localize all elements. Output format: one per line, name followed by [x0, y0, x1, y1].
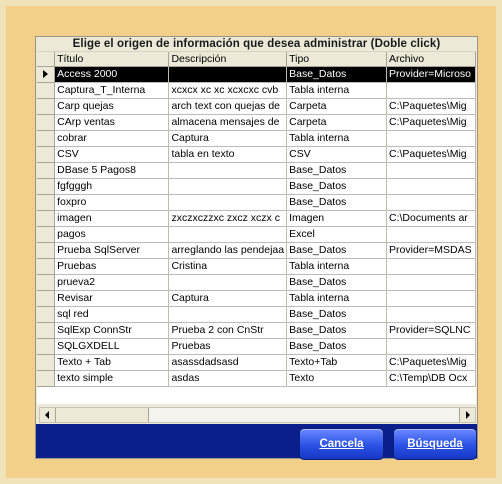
row-header[interactable] [37, 371, 55, 387]
cell-tipo[interactable]: Carpeta [287, 99, 387, 115]
cell-tipo[interactable]: Tabla interna [287, 83, 387, 99]
table-row[interactable] [37, 83, 476, 99]
cell-archivo[interactable]: C:\Paquetes\Mig [387, 147, 476, 163]
cell-descripcion[interactable] [169, 227, 287, 243]
cell-titulo[interactable]: CArp ventas [55, 115, 169, 131]
row-header[interactable] [37, 323, 55, 339]
cell-tipo[interactable]: Carpeta [287, 115, 387, 131]
cancel-button[interactable]: Cancela [299, 428, 384, 460]
table-row[interactable] [37, 147, 476, 163]
cell-titulo[interactable]: Texto + Tab [55, 355, 169, 371]
cell-titulo[interactable]: Revisar [55, 291, 169, 307]
cell-tipo[interactable]: Texto [287, 371, 387, 387]
table-row[interactable] [37, 355, 476, 371]
cell-archivo[interactable] [387, 291, 476, 307]
cell-descripcion[interactable]: almacena mensajes de [169, 115, 287, 131]
cell-descripcion[interactable]: xcxcx xc xc xcxcxc cvb [169, 83, 287, 99]
cell-archivo[interactable] [387, 227, 476, 243]
scroll-right-button[interactable] [459, 408, 475, 422]
cell-archivo[interactable]: C:\Documents ar [387, 211, 476, 227]
cell-titulo[interactable]: Prueba SqlServer [55, 243, 169, 259]
cell-tipo[interactable]: Base_Datos [287, 195, 387, 211]
row-header[interactable] [37, 147, 55, 163]
cell-descripcion[interactable] [169, 67, 287, 83]
row-header[interactable] [37, 243, 55, 259]
table-row[interactable] [37, 99, 476, 115]
button-bar [36, 424, 477, 458]
cell-tipo[interactable]: Tabla interna [287, 259, 387, 275]
cell-tipo[interactable]: Tabla interna [287, 131, 387, 147]
row-header[interactable] [37, 275, 55, 291]
cell-archivo[interactable] [387, 259, 476, 275]
cell-descripcion[interactable] [169, 307, 287, 323]
row-header[interactable] [37, 83, 55, 99]
cell-descripcion[interactable]: asdas [169, 371, 287, 387]
cell-titulo[interactable]: DBase 5 Pagos8 [55, 163, 169, 179]
cell-archivo[interactable]: C:\Paquetes\Mig [387, 99, 476, 115]
cell-descripcion[interactable] [169, 195, 287, 211]
data-table [37, 52, 476, 387]
cell-titulo[interactable]: SQLGXDELL [55, 339, 169, 355]
cell-tipo[interactable]: Base_Datos [287, 163, 387, 179]
table-row[interactable] [37, 67, 476, 83]
cell-titulo[interactable]: Access 2000 [55, 67, 169, 83]
cell-tipo[interactable]: Base_Datos [287, 179, 387, 195]
table-row[interactable] [37, 227, 476, 243]
search-button[interactable]: Búsqueda [393, 428, 477, 460]
row-header[interactable] [37, 179, 55, 195]
column-header-archivo[interactable]: Archivo [387, 52, 476, 67]
column-header-tipo[interactable]: Tipo [287, 52, 387, 67]
cell-archivo[interactable]: C:\Paquetes\Mig [387, 115, 476, 131]
table-row[interactable] [37, 323, 476, 339]
row-header[interactable] [37, 355, 55, 371]
cell-descripcion[interactable]: tabla en texto [169, 147, 287, 163]
cell-tipo[interactable]: Base_Datos [287, 243, 387, 259]
cell-tipo[interactable]: Excel [287, 227, 387, 243]
table-row[interactable] [37, 179, 476, 195]
row-header-corner [37, 52, 55, 67]
cell-titulo[interactable]: Captura_T_Interna [55, 83, 169, 99]
cell-titulo[interactable]: CSV [55, 147, 169, 163]
table-body [37, 67, 476, 387]
row-header[interactable] [37, 115, 55, 131]
row-header[interactable] [37, 307, 55, 323]
table-row[interactable] [37, 195, 476, 211]
cell-tipo[interactable]: Texto+Tab [287, 355, 387, 371]
cell-archivo[interactable] [387, 307, 476, 323]
cell-archivo[interactable] [387, 163, 476, 179]
cell-archivo[interactable] [387, 339, 476, 355]
row-header[interactable] [37, 67, 55, 83]
table-header-row [37, 52, 476, 67]
cell-titulo[interactable]: cobrar [55, 131, 169, 147]
cell-archivo[interactable]: C:\Temp\DB Ocx [387, 371, 476, 387]
scrollbar-thumb[interactable] [56, 408, 149, 422]
cell-descripcion[interactable]: Captura [169, 291, 287, 307]
table-row[interactable] [37, 243, 476, 259]
cell-archivo[interactable] [387, 83, 476, 99]
row-header[interactable] [37, 291, 55, 307]
row-header[interactable] [37, 131, 55, 147]
cell-descripcion[interactable]: arch text con quejas de [169, 99, 287, 115]
cell-titulo[interactable]: sql red [55, 307, 169, 323]
cell-archivo[interactable]: Provider=MSDAS [387, 243, 476, 259]
chevron-right-icon [466, 411, 470, 419]
row-header[interactable] [37, 339, 55, 355]
chevron-left-icon [45, 411, 49, 419]
cell-titulo[interactable]: Carp quejas [55, 99, 169, 115]
cell-titulo[interactable]: foxpro [55, 195, 169, 211]
table-row[interactable] [37, 211, 476, 227]
cell-tipo[interactable]: Base_Datos [287, 307, 387, 323]
cell-descripcion[interactable]: Pruebas [169, 339, 287, 355]
horizontal-scrollbar[interactable] [39, 407, 476, 423]
table-row[interactable] [37, 339, 476, 355]
cell-archivo[interactable] [387, 179, 476, 195]
dialog-panel [35, 36, 478, 459]
dialog-title: Elige el origen de información que desea administrar (Doble click) [36, 37, 477, 51]
cell-descripcion[interactable]: Prueba 2 con CnStr [169, 323, 287, 339]
table-row[interactable] [37, 163, 476, 179]
table-row[interactable] [37, 131, 476, 147]
table-row[interactable] [37, 307, 476, 323]
cell-archivo[interactable]: Provider=Microso [387, 67, 476, 83]
row-header[interactable] [37, 259, 55, 275]
cell-tipo[interactable]: Base_Datos [287, 339, 387, 355]
cell-descripcion[interactable] [169, 179, 287, 195]
table-row[interactable] [37, 275, 476, 291]
cell-tipo[interactable]: CSV [287, 147, 387, 163]
cell-titulo[interactable]: fgfgggh [55, 179, 169, 195]
cell-titulo[interactable]: imagen [55, 211, 169, 227]
cell-descripcion[interactable]: arreglando las pendejaa [169, 243, 287, 259]
cell-titulo[interactable]: prueva2 [55, 275, 169, 291]
cell-archivo[interactable] [387, 131, 476, 147]
cell-titulo[interactable]: SqlExp ConnStr [55, 323, 169, 339]
cell-descripcion[interactable]: Captura [169, 131, 287, 147]
table-row[interactable] [37, 291, 476, 307]
cell-archivo[interactable]: C:\Paquetes\Mig [387, 355, 476, 371]
row-header[interactable] [37, 227, 55, 243]
cell-archivo[interactable] [387, 275, 476, 291]
cell-tipo[interactable]: Tabla interna [287, 291, 387, 307]
cell-titulo[interactable]: texto simple [55, 371, 169, 387]
cell-descripcion[interactable] [169, 275, 287, 291]
table-row[interactable] [37, 371, 476, 387]
cell-tipo[interactable]: Base_Datos [287, 323, 387, 339]
row-header[interactable] [37, 211, 55, 227]
cell-tipo[interactable]: Imagen [287, 211, 387, 227]
cell-descripcion[interactable]: zxczxczzxc zxcz xczx c [169, 211, 287, 227]
data-grid[interactable] [37, 51, 476, 404]
row-header[interactable] [37, 99, 55, 115]
cell-descripcion[interactable] [169, 163, 287, 179]
cell-descripcion[interactable]: asassdadsasd [169, 355, 287, 371]
cell-titulo[interactable]: Pruebas [55, 259, 169, 275]
column-header-descripcion[interactable]: Descripción [169, 52, 287, 67]
row-header[interactable] [37, 163, 55, 179]
scroll-left-button[interactable] [40, 408, 56, 422]
cell-descripcion[interactable]: Cristina [169, 259, 287, 275]
table-row[interactable] [37, 115, 476, 131]
cell-tipo[interactable]: Base_Datos [287, 67, 387, 83]
row-header[interactable] [37, 195, 55, 211]
cell-archivo[interactable]: Provider=SQLNC [387, 323, 476, 339]
table-row[interactable] [37, 259, 476, 275]
cell-titulo[interactable]: pagos [55, 227, 169, 243]
column-header-titulo[interactable]: Título [55, 52, 169, 67]
cell-tipo[interactable]: Base_Datos [287, 275, 387, 291]
current-row-arrow-icon [43, 70, 48, 78]
cell-archivo[interactable] [387, 195, 476, 211]
